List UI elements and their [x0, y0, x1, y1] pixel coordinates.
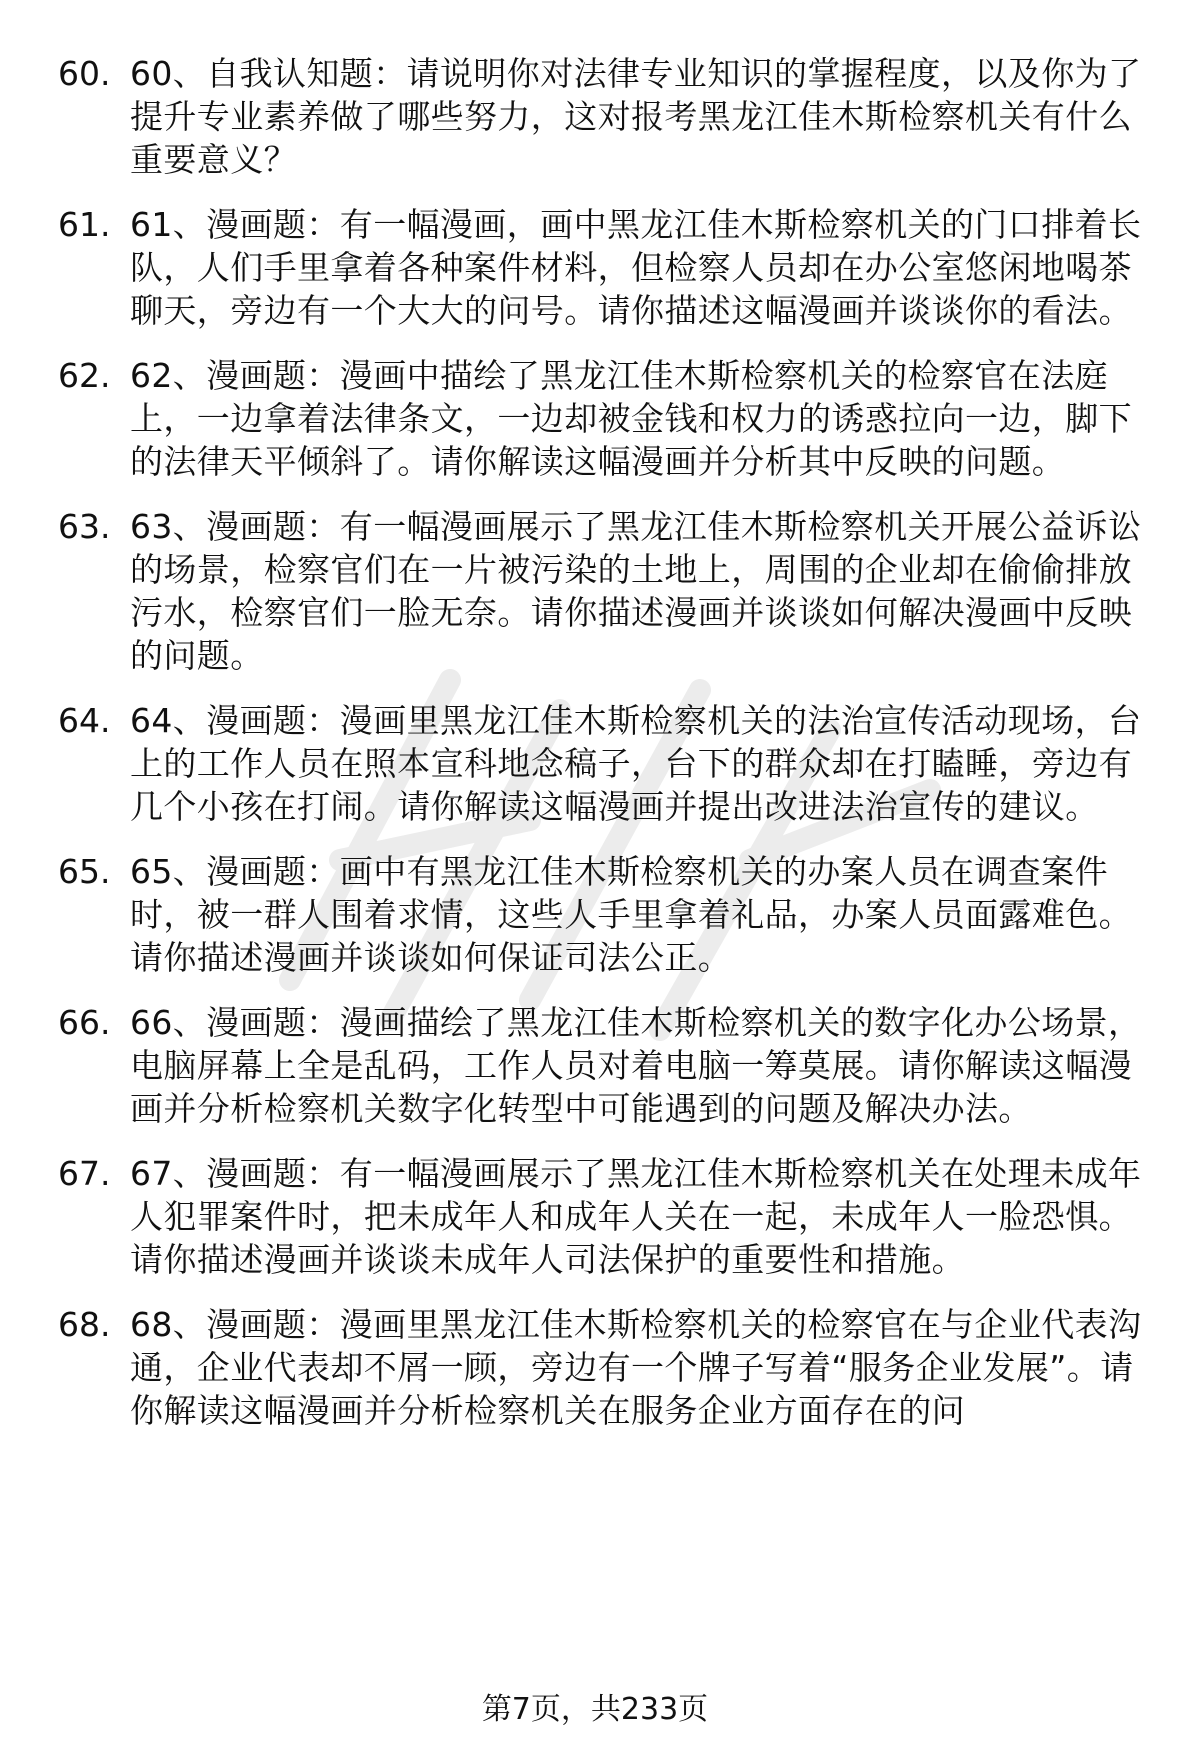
question-number: 62. — [58, 356, 111, 395]
question-text: 61、漫画题：有一幅漫画，画中黑龙江佳木斯检察机关的门口排着长队，人们手里拿着各种案件材料，但检察人员却在办公室悠闲地喝茶聊天，旁边有一个大大的问号。请你描述这幅漫画并谈谈你的看法。 — [130, 205, 1142, 330]
question-item — [58, 1001, 1158, 1130]
question-number: 64. — [58, 701, 111, 740]
question-text: 63、漫画题：有一幅漫画展示了黑龙江佳木斯检察机关开展公益诉讼的场景，检察官们在一片被污染的土地上，周围的企业却在偷偷排放污水，检察官们一脸无奈。请你描述漫画并谈谈如何解决漫画中反映的问题。 — [130, 507, 1142, 675]
question-item — [58, 505, 1158, 677]
question-text: 68、漫画题：漫画里黑龙江佳木斯检察机关的检察官在与企业代表沟通，企业代表却不屑一顾，旁边有一个牌子写着“服务企业发展”。请你解读这幅漫画并分析检察机关在服务企业方面存在的问 — [130, 1305, 1142, 1430]
question-number: 61. — [58, 205, 111, 244]
question-text: 65、漫画题：画中有黑龙江佳木斯检察机关的办案人员在调查案件时，被一群人围着求情，这些人手里拿着礼品，办案人员面露难色。请你描述漫画并谈谈如何保证司法公正。 — [130, 852, 1132, 977]
question-number: 65. — [58, 852, 111, 891]
question-text: 66、漫画题：漫画描绘了黑龙江佳木斯检察机关的数字化办公场景，电脑屏幕上全是乱码，工作人员对着电脑一筹莫展。请你解读这幅漫画并分析检察机关数字化转型中可能遇到的问题及解决办法。 — [130, 1003, 1142, 1128]
question-number: 60. — [58, 54, 111, 93]
question-list — [58, 52, 1158, 1454]
question-number: 66. — [58, 1003, 111, 1042]
page-number-footer: 第7页，共233页 — [481, 1692, 709, 1727]
question-item — [58, 52, 1158, 181]
question-number: 68. — [58, 1305, 111, 1344]
question-item — [58, 1303, 1158, 1432]
question-text: 64、漫画题：漫画里黑龙江佳木斯检察机关的法治宣传活动现场，台上的工作人员在照本宣科地念稿子，台下的群众却在打瞌睡，旁边有几个小孩在打闹。请你解读这幅漫画并提出改进法治宣传的建议。 — [130, 701, 1142, 826]
question-item — [58, 1152, 1158, 1281]
question-number: 67. — [58, 1154, 111, 1193]
question-item — [58, 354, 1158, 483]
question-text: 67、漫画题：有一幅漫画展示了黑龙江佳木斯检察机关在处理未成年人犯罪案件时，把未成年人和成年人关在一起，未成年人一脸恐惧。请你描述漫画并谈谈未成年人司法保护的重要性和措施。 — [130, 1154, 1142, 1279]
question-text: 60、自我认知题：请说明你对法律专业知识的掌握程度，以及你为了提升专业素养做了哪些努力，这对报考黑龙江佳木斯检察机关有什么重要意义？ — [130, 54, 1142, 179]
question-item — [58, 850, 1158, 979]
question-item — [58, 699, 1158, 828]
question-item — [58, 203, 1158, 332]
question-number: 63. — [58, 507, 111, 546]
question-text: 62、漫画题：漫画中描绘了黑龙江佳木斯检察机关的检察官在法庭上，一边拿着法律条文，一边却被金钱和权力的诱惑拉向一边，脚下的法律天平倾斜了。请你解读这幅漫画并分析其中反映的问题。 — [130, 356, 1132, 481]
